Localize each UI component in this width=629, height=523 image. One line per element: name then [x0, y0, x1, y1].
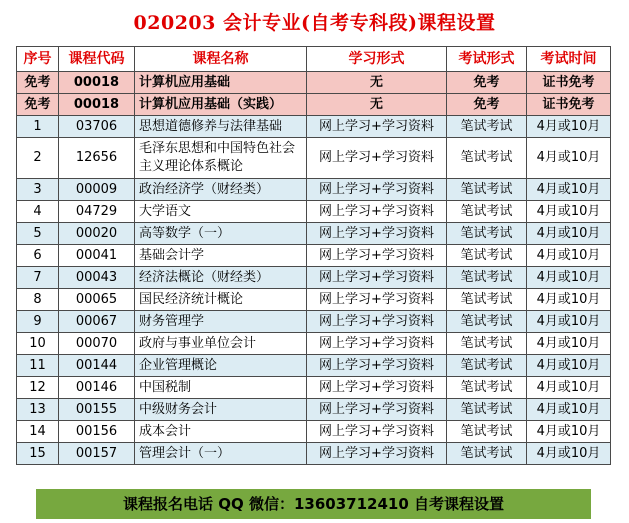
cell-exam-mode: 笔试考试	[447, 116, 527, 138]
cell-exam-time: 4月或10月	[527, 333, 611, 355]
cell-study-mode: 网上学习+学习资料	[307, 116, 447, 138]
header-course-code: 课程代码	[59, 47, 135, 72]
cell-exam-time: 4月或10月	[527, 245, 611, 267]
course-table	[16, 46, 611, 465]
cell-course-code: 00065	[59, 289, 135, 311]
cell-study-mode: 网上学习+学习资料	[307, 377, 447, 399]
cell-exam-mode: 笔试考试	[447, 245, 527, 267]
table-row	[17, 377, 611, 399]
cell-course-name: 思想道德修养与法律基础	[135, 116, 307, 138]
cell-study-mode: 网上学习+学习资料	[307, 443, 447, 465]
cell-exam-mode: 笔试考试	[447, 267, 527, 289]
cell-course-name: 政治经济学（财经类）	[135, 179, 307, 201]
table-row	[17, 421, 611, 443]
cell-course-code: 00146	[59, 377, 135, 399]
cell-course-code: 00070	[59, 333, 135, 355]
cell-exam-mode: 笔试考试	[447, 201, 527, 223]
cell-course-name: 高等数学（一）	[135, 223, 307, 245]
cell-course-name: 计算机应用基础（实践）	[135, 94, 307, 116]
cell-exam-mode: 笔试考试	[447, 311, 527, 333]
table-header-row	[17, 47, 611, 72]
cell-course-name: 大学语文	[135, 201, 307, 223]
cell-index: 13	[17, 399, 59, 421]
cell-exam-time: 4月或10月	[527, 267, 611, 289]
cell-exam-time: 4月或10月	[527, 311, 611, 333]
cell-exam-time: 4月或10月	[527, 399, 611, 421]
cell-exam-time: 4月或10月	[527, 421, 611, 443]
cell-exam-mode: 免考	[447, 94, 527, 116]
cell-course-name: 企业管理概论	[135, 355, 307, 377]
cell-exam-time: 4月或10月	[527, 138, 611, 179]
cell-study-mode: 网上学习+学习资料	[307, 333, 447, 355]
cell-course-name: 中国税制	[135, 377, 307, 399]
cell-study-mode: 网上学习+学习资料	[307, 421, 447, 443]
cell-exam-mode: 笔试考试	[447, 223, 527, 245]
cell-exam-time: 4月或10月	[527, 116, 611, 138]
cell-course-code: 00018	[59, 72, 135, 94]
cell-course-code: 03706	[59, 116, 135, 138]
cell-course-name: 成本会计	[135, 421, 307, 443]
cell-index: 3	[17, 179, 59, 201]
cell-index: 免考	[17, 72, 59, 94]
cell-exam-time: 4月或10月	[527, 223, 611, 245]
cell-index: 12	[17, 377, 59, 399]
cell-course-code: 00009	[59, 179, 135, 201]
footer-banner: 课程报名电话 QQ 微信：13603712410 自考课程设置	[36, 489, 591, 519]
cell-exam-mode: 笔试考试	[447, 421, 527, 443]
cell-exam-mode: 笔试考试	[447, 333, 527, 355]
cell-study-mode: 网上学习+学习资料	[307, 179, 447, 201]
cell-study-mode: 网上学习+学习资料	[307, 399, 447, 421]
cell-study-mode: 网上学习+学习资料	[307, 311, 447, 333]
cell-exam-time: 证书免考	[527, 94, 611, 116]
cell-exam-time: 4月或10月	[527, 377, 611, 399]
cell-exam-mode: 笔试考试	[447, 377, 527, 399]
cell-course-name: 中级财务会计	[135, 399, 307, 421]
cell-index: 2	[17, 138, 59, 179]
cell-exam-mode: 笔试考试	[447, 443, 527, 465]
cell-study-mode: 网上学习+学习资料	[307, 245, 447, 267]
cell-index: 4	[17, 201, 59, 223]
table-row	[17, 201, 611, 223]
cell-index: 10	[17, 333, 59, 355]
cell-exam-mode: 笔试考试	[447, 399, 527, 421]
cell-exam-mode: 笔试考试	[447, 355, 527, 377]
page-title: 020203 会计专业(自考专科段)课程设置	[133, 12, 496, 34]
table-row	[17, 355, 611, 377]
cell-exam-time: 4月或10月	[527, 443, 611, 465]
header-index: 序号	[17, 47, 59, 72]
cell-index: 8	[17, 289, 59, 311]
cell-study-mode: 网上学习+学习资料	[307, 289, 447, 311]
cell-index: 7	[17, 267, 59, 289]
cell-study-mode: 网上学习+学习资料	[307, 223, 447, 245]
cell-exam-mode: 笔试考试	[447, 138, 527, 179]
cell-index: 11	[17, 355, 59, 377]
table-row	[17, 267, 611, 289]
cell-course-name: 经济法概论（财经类）	[135, 267, 307, 289]
cell-index: 免考	[17, 94, 59, 116]
cell-course-code: 00156	[59, 421, 135, 443]
cell-course-code: 00018	[59, 94, 135, 116]
table-row	[17, 289, 611, 311]
cell-study-mode: 网上学习+学习资料	[307, 201, 447, 223]
cell-study-mode: 网上学习+学习资料	[307, 355, 447, 377]
table-row	[17, 179, 611, 201]
cell-course-name: 国民经济统计概论	[135, 289, 307, 311]
cell-exam-time: 证书免考	[527, 72, 611, 94]
header-exam-time: 考试时间	[527, 47, 611, 72]
table-row	[17, 138, 611, 179]
cell-course-name: 毛泽东思想和中国特色社会主义理论体系概论	[135, 138, 307, 179]
cell-exam-mode: 笔试考试	[447, 289, 527, 311]
cell-index: 15	[17, 443, 59, 465]
cell-exam-mode: 免考	[447, 72, 527, 94]
cell-course-name: 基础会计学	[135, 245, 307, 267]
cell-study-mode: 无	[307, 72, 447, 94]
header-study-mode: 学习形式	[307, 47, 447, 72]
table-row	[17, 443, 611, 465]
cell-course-name: 计算机应用基础	[135, 72, 307, 94]
cell-course-name: 财务管理学	[135, 311, 307, 333]
header-exam-mode: 考试形式	[447, 47, 527, 72]
cell-index: 1	[17, 116, 59, 138]
cell-course-code: 00020	[59, 223, 135, 245]
table-row	[17, 333, 611, 355]
cell-course-code: 12656	[59, 138, 135, 179]
cell-study-mode: 网上学习+学习资料	[307, 138, 447, 179]
table-row	[17, 94, 611, 116]
header-course-name: 课程名称	[135, 47, 307, 72]
table-body	[17, 72, 611, 465]
cell-course-code: 00144	[59, 355, 135, 377]
cell-course-code: 00043	[59, 267, 135, 289]
table-row	[17, 72, 611, 94]
cell-exam-time: 4月或10月	[527, 179, 611, 201]
cell-course-code: 04729	[59, 201, 135, 223]
cell-index: 9	[17, 311, 59, 333]
cell-index: 5	[17, 223, 59, 245]
table-row	[17, 245, 611, 267]
cell-exam-time: 4月或10月	[527, 201, 611, 223]
cell-exam-time: 4月或10月	[527, 289, 611, 311]
table-row	[17, 116, 611, 138]
cell-study-mode: 无	[307, 94, 447, 116]
cell-course-name: 政府与事业单位会计	[135, 333, 307, 355]
cell-course-name: 管理会计（一）	[135, 443, 307, 465]
cell-index: 6	[17, 245, 59, 267]
cell-exam-mode: 笔试考试	[447, 179, 527, 201]
table-row	[17, 311, 611, 333]
cell-study-mode: 网上学习+学习资料	[307, 267, 447, 289]
cell-course-code: 00067	[59, 311, 135, 333]
cell-exam-time: 4月或10月	[527, 355, 611, 377]
cell-course-code: 00157	[59, 443, 135, 465]
table-row	[17, 399, 611, 421]
cell-index: 14	[17, 421, 59, 443]
cell-course-code: 00041	[59, 245, 135, 267]
table-row	[17, 223, 611, 245]
cell-course-code: 00155	[59, 399, 135, 421]
